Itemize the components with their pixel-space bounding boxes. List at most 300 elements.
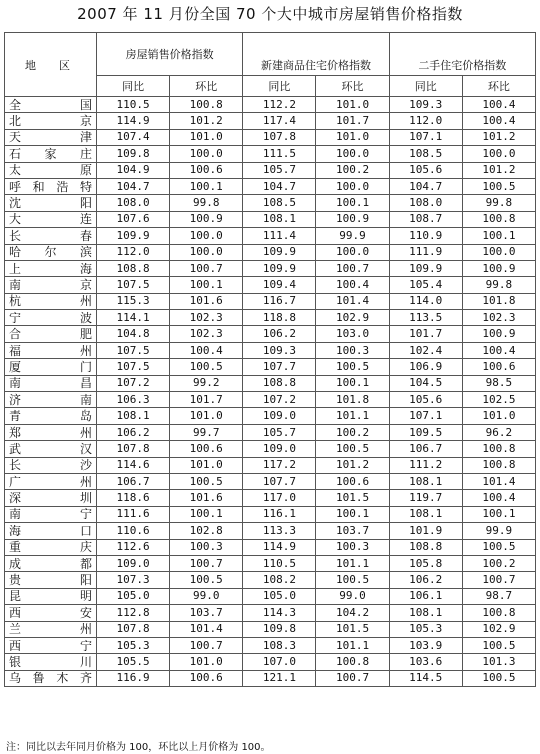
index-value-cell: 100.7 [170,637,243,653]
index-value-cell: 114.9 [97,113,170,129]
index-value-cell: 101.3 [462,654,535,670]
index-value-cell: 112.6 [97,539,170,555]
index-value-cell: 113.3 [243,523,316,539]
index-value-cell: 105.0 [97,588,170,604]
index-value-cell: 100.4 [462,113,535,129]
index-value-cell: 100.9 [462,260,535,276]
table-row [5,457,536,473]
price-index-table [4,32,536,687]
index-value-cell: 100.5 [462,670,535,686]
table-row [5,621,536,637]
index-value-cell: 100.1 [316,375,389,391]
index-value-cell: 100.4 [462,342,535,358]
index-value-cell: 105.4 [389,277,462,293]
index-value-cell: 108.5 [243,195,316,211]
index-value-cell: 102.5 [462,392,535,408]
index-value-cell: 104.7 [243,178,316,194]
city-cell: 长春 [5,228,97,244]
index-value-cell: 100.0 [316,244,389,260]
table-row [5,244,536,260]
index-value-cell: 108.1 [97,408,170,424]
index-value-cell: 108.1 [389,473,462,489]
table-row [5,211,536,227]
index-value-cell: 111.9 [389,244,462,260]
city-cell: 杭州 [5,293,97,309]
table-row [5,375,536,391]
index-value-cell: 107.8 [97,441,170,457]
index-value-cell: 109.5 [389,424,462,440]
index-value-cell: 108.2 [243,572,316,588]
index-value-cell: 99.2 [170,375,243,391]
group-new-housing-header: 新建商品住宅价格指数 [243,55,389,76]
index-value-cell: 101.0 [462,408,535,424]
index-value-cell: 111.2 [389,457,462,473]
city-cell: 长沙 [5,457,97,473]
footnote: 注：同比以去年同月价格为 100，环比以上月价格为 100。 [6,742,271,753]
group-housing-sales-header: 房屋销售价格指数 [97,33,243,76]
index-value-cell: 101.6 [170,293,243,309]
group-secondhand-header: 二手住宅价格指数 [389,55,535,76]
index-value-cell: 100.9 [462,326,535,342]
index-value-cell: 105.8 [389,555,462,571]
mom-header: 环比 [316,76,389,97]
index-value-cell: 105.3 [97,637,170,653]
index-value-cell: 101.7 [389,326,462,342]
table-row [5,228,536,244]
index-value-cell: 106.9 [389,359,462,375]
index-value-cell: 110.9 [389,228,462,244]
index-value-cell: 107.5 [97,277,170,293]
index-value-cell: 100.5 [316,572,389,588]
index-value-cell: 109.3 [243,342,316,358]
city-cell: 深圳 [5,490,97,506]
city-cell: 重庆 [5,539,97,555]
index-value-cell: 108.8 [97,260,170,276]
index-value-cell: 108.0 [389,195,462,211]
city-cell: 南京 [5,277,97,293]
index-value-cell: 108.8 [243,375,316,391]
city-cell: 贵阳 [5,572,97,588]
index-value-cell: 100.0 [170,228,243,244]
index-value-cell: 101.4 [462,473,535,489]
index-value-cell: 106.7 [97,473,170,489]
table-row [5,605,536,621]
city-cell: 哈尔滨 [5,244,97,260]
index-value-cell: 102.3 [170,326,243,342]
index-value-cell: 108.5 [389,146,462,162]
city-cell: 合肥 [5,326,97,342]
index-value-cell: 103.0 [316,326,389,342]
table-row [5,359,536,375]
index-value-cell: 106.3 [97,392,170,408]
index-value-cell: 102.3 [170,310,243,326]
city-cell: 天津 [5,129,97,145]
index-value-cell: 108.0 [97,195,170,211]
city-cell: 厦门 [5,359,97,375]
index-value-cell: 108.1 [389,506,462,522]
index-value-cell: 116.9 [97,670,170,686]
index-value-cell: 101.7 [316,113,389,129]
index-value-cell: 100.8 [462,211,535,227]
city-cell: 西宁 [5,637,97,653]
index-value-cell: 108.3 [243,637,316,653]
index-value-cell: 100.5 [170,359,243,375]
yoy-header: 同比 [389,76,462,97]
index-value-cell: 107.4 [97,129,170,145]
index-value-cell: 115.3 [97,293,170,309]
city-cell: 西安 [5,605,97,621]
city-cell: 上海 [5,260,97,276]
table-row [5,260,536,276]
index-value-cell: 107.5 [97,359,170,375]
table-row [5,392,536,408]
index-value-cell: 100.1 [170,506,243,522]
index-value-cell: 107.7 [243,473,316,489]
index-value-cell: 107.8 [243,129,316,145]
index-value-cell: 111.5 [243,146,316,162]
index-value-cell: 106.2 [97,424,170,440]
index-value-cell: 104.5 [389,375,462,391]
index-value-cell: 101.9 [389,523,462,539]
table-row [5,555,536,571]
index-value-cell: 100.4 [170,342,243,358]
index-value-cell: 99.0 [170,588,243,604]
index-value-cell: 100.6 [316,473,389,489]
table-row [5,490,536,506]
table-title: 2007 年 11 月份全国 70 个大中城市房屋销售价格指数 [77,5,463,23]
index-value-cell: 101.8 [462,293,535,309]
index-value-cell: 107.6 [97,211,170,227]
index-value-cell: 101.5 [316,490,389,506]
index-value-cell: 100.4 [462,97,535,113]
table-row [5,162,536,178]
index-value-cell: 107.5 [97,342,170,358]
table-row [5,473,536,489]
index-value-cell: 101.1 [316,555,389,571]
city-cell: 呼和浩特 [5,178,97,194]
index-value-cell: 100.6 [170,441,243,457]
index-value-cell: 100.0 [462,244,535,260]
index-value-cell: 100.5 [170,572,243,588]
table-row [5,539,536,555]
index-value-cell: 101.1 [316,408,389,424]
index-value-cell: 112.0 [389,113,462,129]
index-value-cell: 109.8 [97,146,170,162]
city-cell: 北京 [5,113,97,129]
index-value-cell: 100.1 [316,506,389,522]
table-row [5,654,536,670]
index-value-cell: 107.1 [389,408,462,424]
index-value-cell: 101.0 [170,654,243,670]
table-row [5,588,536,604]
index-value-cell: 100.1 [170,178,243,194]
index-value-cell: 99.8 [170,195,243,211]
index-value-cell: 98.7 [462,588,535,604]
index-value-cell: 100.5 [316,441,389,457]
index-value-cell: 101.2 [316,457,389,473]
index-value-cell: 100.3 [316,539,389,555]
index-value-cell: 104.2 [316,605,389,621]
index-value-cell: 99.8 [462,195,535,211]
index-value-cell: 107.2 [243,392,316,408]
index-value-cell: 106.2 [389,572,462,588]
table-row [5,293,536,309]
index-value-cell: 114.3 [243,605,316,621]
table-row [5,277,536,293]
index-value-cell: 109.0 [243,408,316,424]
index-value-cell: 102.8 [170,523,243,539]
mom-header: 环比 [462,76,535,97]
city-cell: 海口 [5,523,97,539]
table-row [5,637,536,653]
yoy-header: 同比 [97,76,170,97]
mom-header: 环比 [170,76,243,97]
spacer [389,33,535,56]
index-value-cell: 101.2 [462,162,535,178]
index-value-cell: 100.6 [170,162,243,178]
index-value-cell: 105.5 [97,654,170,670]
index-value-cell: 107.8 [97,621,170,637]
table-row [5,572,536,588]
index-value-cell: 100.5 [462,539,535,555]
index-value-cell: 101.0 [316,129,389,145]
table-row [5,195,536,211]
index-value-cell: 101.0 [170,457,243,473]
index-value-cell: 118.8 [243,310,316,326]
city-cell: 宁波 [5,310,97,326]
index-value-cell: 109.4 [243,277,316,293]
index-value-cell: 100.5 [170,473,243,489]
city-cell: 成都 [5,555,97,571]
index-value-cell: 103.6 [389,654,462,670]
index-value-cell: 112.0 [97,244,170,260]
index-value-cell: 114.0 [389,293,462,309]
table-row [5,129,536,145]
index-value-cell: 108.7 [389,211,462,227]
table-row [5,178,536,194]
index-value-cell: 100.1 [170,277,243,293]
table-row [5,670,536,686]
city-cell: 济南 [5,392,97,408]
index-value-cell: 105.3 [389,621,462,637]
index-value-cell: 106.1 [389,588,462,604]
index-value-cell: 100.3 [170,539,243,555]
city-cell: 青岛 [5,408,97,424]
index-value-cell: 100.3 [316,342,389,358]
index-value-cell: 118.6 [97,490,170,506]
index-value-cell: 100.6 [170,670,243,686]
index-value-cell: 101.8 [316,392,389,408]
index-value-cell: 99.9 [462,523,535,539]
index-value-cell: 114.9 [243,539,316,555]
index-value-cell: 103.7 [170,605,243,621]
index-value-cell: 100.4 [316,277,389,293]
index-value-cell: 101.0 [316,97,389,113]
city-cell: 石家庄 [5,146,97,162]
index-value-cell: 117.0 [243,490,316,506]
city-cell: 南昌 [5,375,97,391]
index-value-cell: 101.0 [170,408,243,424]
table-row [5,146,536,162]
index-value-cell: 105.7 [243,162,316,178]
index-value-cell: 100.1 [316,195,389,211]
index-value-cell: 100.9 [316,211,389,227]
index-value-cell: 100.6 [462,359,535,375]
index-value-cell: 109.0 [243,441,316,457]
index-value-cell: 107.3 [97,572,170,588]
index-value-cell: 102.4 [389,342,462,358]
index-value-cell: 107.7 [243,359,316,375]
index-value-cell: 100.1 [462,228,535,244]
city-cell: 郑州 [5,424,97,440]
table-row [5,326,536,342]
index-value-cell: 101.2 [170,113,243,129]
table-row [5,113,536,129]
city-cell: 全国 [5,97,97,113]
city-cell: 昆明 [5,588,97,604]
index-value-cell: 105.0 [243,588,316,604]
index-value-cell: 100.0 [316,178,389,194]
index-value-cell: 111.4 [243,228,316,244]
index-value-cell: 107.2 [97,375,170,391]
index-value-cell: 99.7 [170,424,243,440]
index-value-cell: 100.5 [462,178,535,194]
index-value-cell: 109.3 [389,97,462,113]
index-value-cell: 100.0 [316,146,389,162]
index-value-cell: 100.7 [170,555,243,571]
index-value-cell: 100.0 [170,146,243,162]
index-value-cell: 103.9 [389,637,462,653]
index-value-cell: 104.7 [97,178,170,194]
index-value-cell: 99.9 [316,228,389,244]
city-cell: 武汉 [5,441,97,457]
city-cell: 太原 [5,162,97,178]
city-cell: 大连 [5,211,97,227]
table-row [5,506,536,522]
index-value-cell: 110.5 [243,555,316,571]
index-value-cell: 109.8 [243,621,316,637]
index-value-cell: 108.8 [389,539,462,555]
index-value-cell: 104.8 [97,326,170,342]
index-value-cell: 100.1 [462,506,535,522]
index-value-cell: 105.6 [389,392,462,408]
index-value-cell: 110.5 [97,97,170,113]
spacer [243,33,389,56]
index-value-cell: 100.7 [170,260,243,276]
table-row [5,342,536,358]
city-cell: 福州 [5,342,97,358]
index-value-cell: 101.5 [316,621,389,637]
index-value-cell: 100.7 [316,260,389,276]
index-value-cell: 117.2 [243,457,316,473]
index-value-cell: 119.7 [389,490,462,506]
index-value-cell: 100.8 [316,654,389,670]
index-value-cell: 101.4 [316,293,389,309]
index-value-cell: 101.7 [170,392,243,408]
index-value-cell: 98.5 [462,375,535,391]
city-cell: 乌鲁木齐 [5,670,97,686]
index-value-cell: 102.9 [462,621,535,637]
index-value-cell: 111.6 [97,506,170,522]
index-value-cell: 101.2 [462,129,535,145]
index-value-cell: 105.7 [243,424,316,440]
table-row [5,97,536,113]
index-value-cell: 100.8 [462,457,535,473]
index-value-cell: 109.0 [97,555,170,571]
yoy-header: 同比 [243,76,316,97]
index-value-cell: 116.1 [243,506,316,522]
index-value-cell: 99.0 [316,588,389,604]
index-value-cell: 104.9 [97,162,170,178]
index-value-cell: 100.8 [462,605,535,621]
index-value-cell: 112.8 [97,605,170,621]
index-value-cell: 100.4 [462,490,535,506]
index-value-cell: 110.6 [97,523,170,539]
index-value-cell: 100.5 [462,637,535,653]
index-value-cell: 101.0 [170,129,243,145]
index-value-cell: 96.2 [462,424,535,440]
index-value-cell: 101.4 [170,621,243,637]
index-value-cell: 101.6 [170,490,243,506]
index-value-cell: 100.2 [462,555,535,571]
index-value-cell: 106.7 [389,441,462,457]
index-value-cell: 117.4 [243,113,316,129]
index-value-cell: 107.1 [389,129,462,145]
index-value-cell: 100.5 [316,359,389,375]
index-value-cell: 100.7 [316,670,389,686]
index-value-cell: 99.8 [462,277,535,293]
city-cell: 银川 [5,654,97,670]
table-row [5,441,536,457]
index-value-cell: 109.9 [243,244,316,260]
index-value-cell: 108.1 [389,605,462,621]
index-value-cell: 100.0 [462,146,535,162]
city-cell: 沈阳 [5,195,97,211]
index-value-cell: 100.8 [170,97,243,113]
index-value-cell: 107.0 [243,654,316,670]
index-value-cell: 114.5 [389,670,462,686]
index-value-cell: 100.7 [462,572,535,588]
index-value-cell: 109.9 [243,260,316,276]
index-value-cell: 121.1 [243,670,316,686]
index-value-cell: 114.6 [97,457,170,473]
city-cell: 南宁 [5,506,97,522]
index-value-cell: 109.9 [97,228,170,244]
index-value-cell: 100.0 [170,244,243,260]
index-value-cell: 100.2 [316,424,389,440]
index-value-cell: 113.5 [389,310,462,326]
index-value-cell: 106.2 [243,326,316,342]
index-value-cell: 100.8 [462,441,535,457]
index-value-cell: 104.7 [389,178,462,194]
index-value-cell: 101.1 [316,637,389,653]
index-value-cell: 103.7 [316,523,389,539]
table-row [5,523,536,539]
index-value-cell: 105.6 [389,162,462,178]
index-value-cell: 100.2 [316,162,389,178]
region-header: 地 区 [5,33,97,97]
index-value-cell: 102.9 [316,310,389,326]
index-value-cell: 112.2 [243,97,316,113]
index-value-cell: 116.7 [243,293,316,309]
index-value-cell: 108.1 [243,211,316,227]
index-value-cell: 100.9 [170,211,243,227]
city-cell: 广州 [5,473,97,489]
index-value-cell: 102.3 [462,310,535,326]
table-row [5,310,536,326]
index-value-cell: 114.1 [97,310,170,326]
table-row [5,408,536,424]
